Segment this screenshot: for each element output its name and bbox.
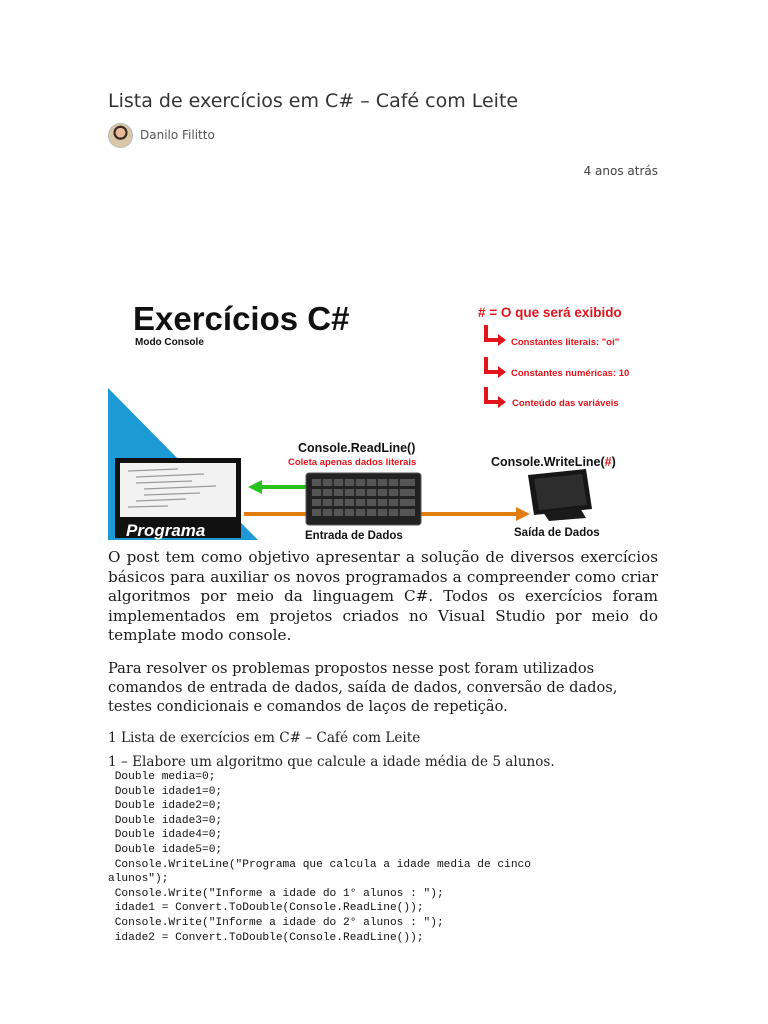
- code-line: Double idade4=0;: [108, 829, 223, 842]
- code-line: Double media=0;: [108, 771, 216, 783]
- post-title: Lista de exercícios em C# – Café com Leite: [108, 90, 519, 112]
- avatar[interactable]: [108, 123, 133, 148]
- intro-paragraph: O post tem como objetivo apresentar a solução de diversos exercícios básicos para auxiliar os novos programados a compreender como criar algoritmos por meio da linguagem C#. Todos os exercícios foram implementados em projetos criados no Visual Studio por meio do template modo console.: [108, 548, 658, 644]
- code-line: Console.WriteLine("Programa que calcula a idade media de cinco: [108, 858, 531, 871]
- code-line: idade1 = Convert.ToDouble(Console.ReadLine());: [108, 902, 424, 915]
- code-line: Console.Write("Informe a idade do 2° alunos : ");: [108, 916, 444, 929]
- readline-note: Coleta apenas dados literais: [288, 457, 417, 468]
- commands-paragraph: Para resolver os problemas propostos nesse post foram utilizados comandos de entrada de dados, saída de dados, conversão de dados, testes condicionais e comandos de laços de repetição.: [108, 660, 618, 716]
- legend-title: # = O que será exibido: [478, 305, 622, 320]
- code-block: [108, 770, 668, 945]
- writeline-label: Console.WriteLine(#): [491, 455, 616, 469]
- input-arrow-icon: [248, 480, 306, 494]
- list-heading: 1 Lista de exercícios em C# – Café com Leite: [108, 730, 421, 746]
- question-1: 1 – Elabore um algoritmo que calcule a idade média de 5 alunos.: [108, 754, 555, 770]
- readline-label: Console.ReadLine(): [298, 441, 416, 455]
- entrada-label: Entrada de Dados: [305, 530, 403, 542]
- code-line: Double idade3=0;: [108, 814, 223, 827]
- author-name[interactable]: Danilo Filitto: [140, 128, 215, 142]
- code-line: Double idade1=0;: [108, 785, 223, 798]
- legend-item-literals: Constantes literais: "oi": [511, 337, 620, 348]
- author-info[interactable]: [108, 122, 215, 148]
- code-line: Console.Write("Informe a idade do 1° alunos : ");: [108, 887, 444, 900]
- saida-label: Saída de Dados: [514, 527, 600, 539]
- legend-arrow-icon: [486, 325, 506, 346]
- legend-arrow-icon: [486, 357, 506, 378]
- code-line: idade2 = Convert.ToDouble(Console.ReadLine());: [108, 931, 424, 944]
- hero-illustration: [108, 285, 668, 545]
- programa-label: Programa: [126, 521, 206, 540]
- post-date: 4 anos atrás: [583, 164, 658, 178]
- output-monitor-icon: [528, 469, 592, 521]
- code-line: Double idade2=0;: [108, 800, 223, 813]
- hero-image: [108, 285, 668, 545]
- keyboard-icon: [306, 473, 421, 525]
- legend-item-numeric: Constantes numéricas: 10: [511, 368, 630, 379]
- code-line: alunos");: [108, 873, 169, 886]
- legend-item-variables: Conteúdo das variáveis: [512, 398, 619, 409]
- code-line: Double idade5=0;: [108, 843, 223, 856]
- hero-title: Exercícios C#: [133, 300, 350, 337]
- legend-arrow-icon: [486, 387, 506, 408]
- hero-subtitle: Modo Console: [135, 337, 204, 348]
